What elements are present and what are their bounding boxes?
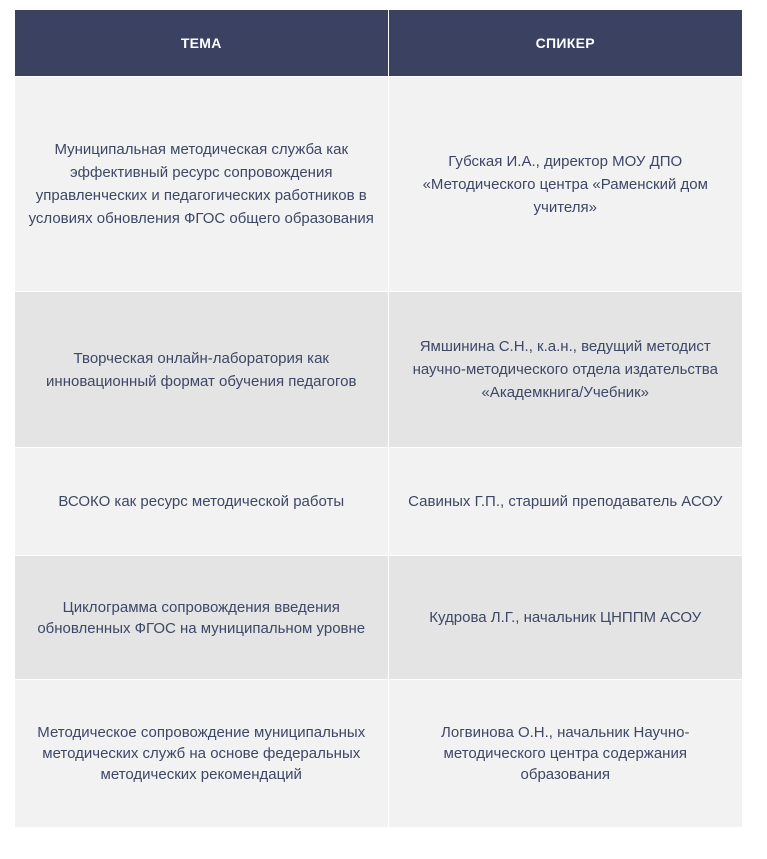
topic-text: Муниципальная методическая служба как эффективный ресурс сопровождения управленческих и педагогических работников в условиях обновления ФГОС общего образования	[28, 141, 374, 227]
topic-text: Творческая онлайн-лаборатория как инновационный формат обучения педагогов	[46, 349, 357, 390]
speaker-text: Логвинова О.Н., начальник Научно-методического центра содержания образования	[441, 723, 690, 783]
topic-cell	[15, 556, 388, 680]
topic-cell	[15, 448, 388, 556]
header-row	[15, 10, 742, 77]
speaker-text: Губская И.А., директор МОУ ДПО «Методического центра «Раменский дом учителя»	[422, 152, 708, 216]
table-row	[15, 556, 742, 680]
topic-text: Циклограмма сопровождения введения обновленных ФГОС на муниципальном уровне	[37, 598, 366, 637]
table-row	[15, 680, 742, 827]
table-row	[15, 448, 742, 556]
speaker-text: Ямшинина С.Н., к.а.н., ведущий методист научно-методического отдела издательства «Академкнига/Учебник»	[412, 338, 718, 401]
speaker-text: Савиных Г.П., старший преподаватель АСОУ	[408, 493, 723, 510]
topic-cell	[15, 77, 388, 292]
speaker-text: Кудрова Л.Г., начальник ЦНППМ АСОУ	[429, 609, 702, 626]
topic-text: ВСОКО как ресурс методической работы	[58, 493, 345, 510]
column-header-topic: ТЕМА	[15, 10, 388, 77]
topic-cell	[15, 680, 388, 827]
speaker-cell	[388, 448, 742, 556]
speaker-cell	[388, 77, 742, 292]
speaker-cell	[388, 292, 742, 448]
topic-cell	[15, 292, 388, 448]
topic-text: Методическое сопровождение муниципальных методических служб на основе федеральных методических рекомендаций	[37, 723, 366, 783]
column-header-speaker: СПИКЕР	[388, 10, 742, 77]
table-row	[15, 292, 742, 448]
table-row	[15, 77, 742, 292]
program-table	[15, 10, 742, 827]
table-header	[15, 10, 742, 77]
table-body	[15, 77, 742, 827]
speaker-cell	[388, 680, 742, 827]
speaker-cell	[388, 556, 742, 680]
